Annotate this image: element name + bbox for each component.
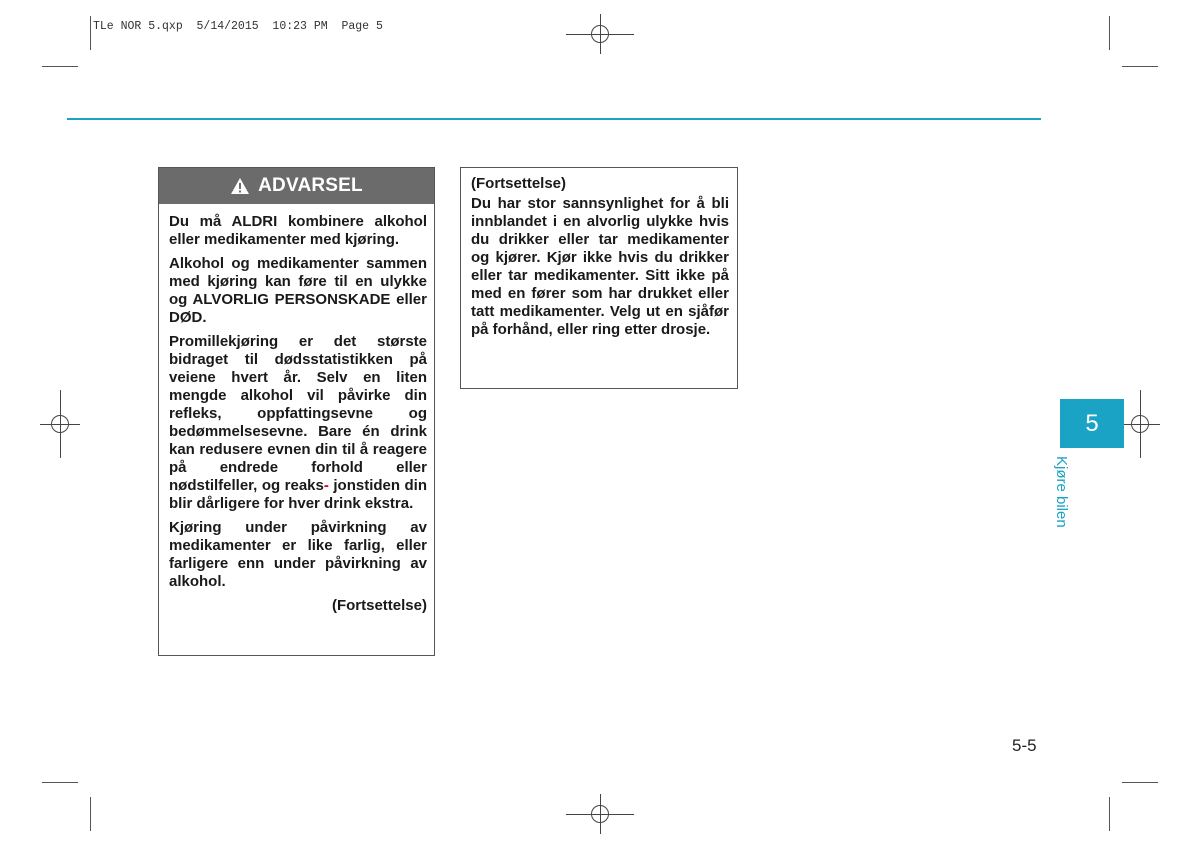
continuation-body (471, 175, 729, 345)
crop-mark (90, 797, 91, 831)
continuation-title: (Fortsettelse) (471, 175, 567, 192)
chapter-label: Kjøre bilen (1053, 456, 1070, 528)
warning-paragraph (169, 333, 427, 513)
warning-paragraph: Du må ALDRI kombinere alkohol eller medikamenter med kjøring. (169, 213, 427, 248)
crop-mark (42, 782, 78, 783)
continuation-text: Du har stor sannsynlighet for å bli innblandet i en alvorlig ulykke hvis du drikker eller tar medikamenter og kjører. Kjør ikke hvis du drikker eller tar medikamenter. Sitt ikke på med en fører som har drukket eller tatt medikamenter. Velg ut en sjåfør på forhånd, eller ring etter drosje. (471, 195, 729, 338)
continuation-box (460, 167, 738, 389)
registration-mark-icon (580, 14, 620, 54)
chapter-label-container (1053, 456, 1091, 532)
warning-box (158, 167, 435, 656)
chapter-tab (1060, 399, 1124, 448)
warning-paragraph: Alkohol og medikamenter sammen med kjøring kan føre til en ulykke og ALVORLIG PERSONSKADE eller DØD. (169, 255, 427, 326)
warning-title: ADVARSEL (258, 175, 363, 196)
chapter-number: 5 (1085, 409, 1099, 437)
registration-mark-icon (1120, 404, 1160, 444)
crop-mark (1109, 16, 1110, 50)
crop-mark (42, 66, 78, 67)
registration-mark-icon (40, 404, 80, 444)
print-slug: TLe NOR 5.qxp 5/14/2015 10:23 PM Page 5 (93, 20, 383, 33)
page-number: 5-5 (1012, 736, 1037, 755)
warning-paragraph: Kjøring under påvirkning av medikamenter er like farlig, eller farligere enn under påvirkning av alkohol. (169, 519, 427, 590)
header-rule (67, 118, 1041, 120)
warning-paragraph-text: Promillekjøring er det største bidraget til dødsstatistikken på veiene hvert år. Selv en liten mengde alkohol vil påvirke din refleks, oppfattingsevne og bedømmelsesevne. Bare én drink kan redusere evnen din til å reagere på endrede forhold eller nødstilfeller, og reaks (169, 333, 427, 494)
crop-mark (90, 16, 91, 50)
crop-mark (1122, 66, 1158, 67)
warning-triangle-icon (230, 177, 250, 195)
hyphen-mark: - (323, 477, 329, 494)
warning-paragraph-tail: jonstiden din blir dårligere for hver drink ekstra. (169, 477, 428, 512)
warning-body (169, 213, 427, 615)
crop-mark (1109, 797, 1110, 831)
registration-mark-icon (580, 794, 620, 834)
crop-mark (1122, 782, 1158, 783)
continued-label: (Fortsettelse) (331, 597, 427, 614)
warning-header (159, 168, 434, 204)
